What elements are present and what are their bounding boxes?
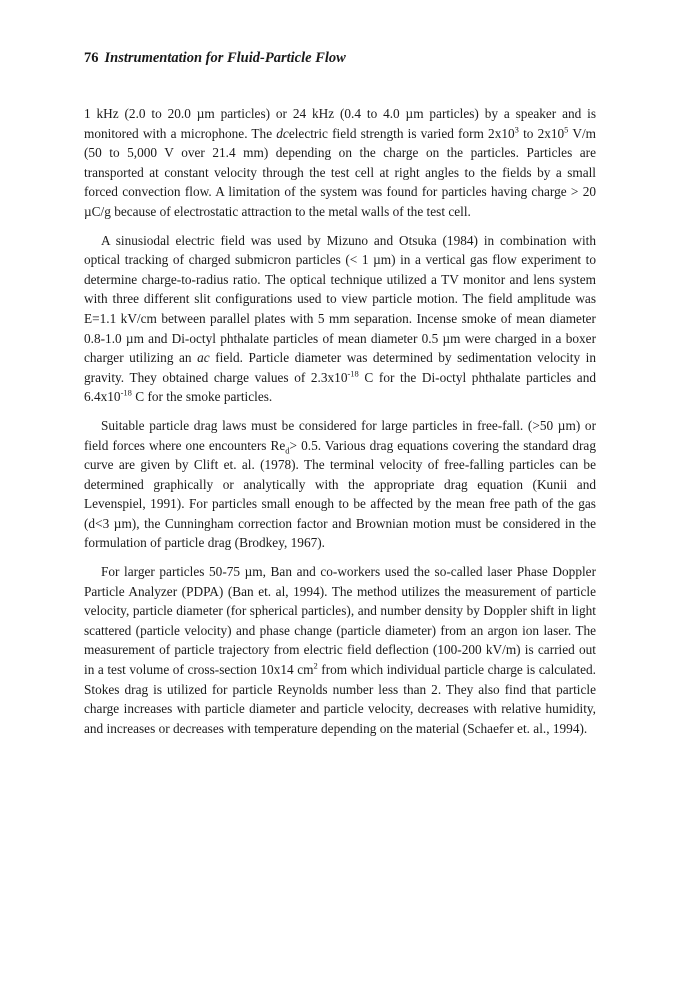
- page-number: 76: [84, 50, 99, 66]
- p2-ac-term: ac: [197, 350, 210, 366]
- p1-dc-term: dc: [276, 125, 289, 141]
- p1-text-c: to 2x10: [518, 125, 565, 141]
- p2-text-c: C for the Di-octyl phthalate particles and 6.4x10: [84, 369, 596, 405]
- p2-text-b: field. Particle diameter was determined by sedimentation velocity in gravity. They obtained charge values of 2.3x10: [84, 350, 596, 385]
- p2-exponent-1: -18: [347, 368, 359, 379]
- p1-exponent-2: 5: [564, 124, 569, 135]
- p1-text-a: 1 kHz (2.0 to 20.0 µm particles) or 24 kHz (0.4 to 4.0 µm particles) by a speaker and is monitored with a microphone. The: [84, 106, 596, 141]
- body-text: [84, 104, 596, 747]
- paragraph-3: [84, 416, 596, 553]
- p1-exponent-1: 3: [514, 124, 519, 135]
- running-header: [84, 50, 346, 67]
- p1-text-b: electric field strength is varied form 2x10: [288, 125, 515, 141]
- p4-text-a: For larger particles 50-75 µm, Ban and co-workers used the so-called laser Phase Doppler Particle Analyzer (PDPA) (Ban et. al, 1994). The method utilizes the measurement of particle velocity, particle diameter (for spherical particles), and number density by Doppler shift in light scattered (particle velocity) and phase change (particle diameter) from an argon ion laser. The measurement of particle trajectory from electric field deflection (100-200 kV/m) is carried out in a test volume of cross-section 10x14 cm: [84, 564, 596, 678]
- p3-subscript: d: [285, 445, 290, 456]
- p4-exponent-1: 2: [313, 660, 318, 671]
- p2-text-d: C for the smoke particles.: [131, 389, 273, 405]
- p3-text-a: Suitable particle drag laws must be considered for large particles in free-fall. (>50 µm) or field forces where one encounters Re: [84, 417, 596, 453]
- book-title: Instrumentation for Fluid-Particle Flow: [104, 50, 346, 66]
- p1-text-d: V/m (50 to 5,000 V over 21.4 mm) depending on the charge on the particles. Particles are transported at constant velocity through the test cell at right angles to the fields by a small forced convection flow. A limitation of the system was found for particles having charge > 20 µC/g because of electrostatic attraction to the metal walls of the test cell.: [84, 125, 596, 219]
- p2-text-a: A sinusiodal electric field was used by Mizuno and Otsuka (1984) in combination with optical tracking of charged submicron particles (< 1 µm) in a vertical gas flow experiment to determine charge-to-radius ratio. The optical technique utilized a TV monitor and lens system with three different slit configurations used to view particle motion. The field amplitude was E=1.1 kV/cm between parallel plates with 5 mm separation. Incense smoke of mean diameter 0.8-1.0 µm and Di-octyl phthalate particles of mean diameter 0.5 µm were charged in a boxer charger utilizing an: [84, 232, 596, 366]
- paragraph-2: [84, 231, 596, 407]
- p4-text-b: from which individual particle charge is calculated. Stokes drag is utilized for particle Reynolds number less than 2. They also find that particle charge increases with particle diameter and particle velocity, decreases with relative humidity, and increases or decreases with temperature depending on the material (Schaefer et. al., 1994).: [84, 662, 596, 736]
- paragraph-4: [84, 562, 596, 738]
- paragraph-1: [84, 104, 596, 222]
- p3-text-b: > 0.5. Various drag equations covering the standard drag curve are given by Clift et. al. (1978). The terminal velocity of free-falling particles can be determined graphically or analytically with the appropriate drag equation (Kunii and Levenspiel, 1991). For particles small enough to be affected by the mean free path of the gas (d<3 µm), the Cunningham correction factor and Brownian motion must be considered in the formulation of particle drag (Brodkey, 1967).: [84, 437, 596, 551]
- p2-exponent-2: -18: [120, 387, 132, 398]
